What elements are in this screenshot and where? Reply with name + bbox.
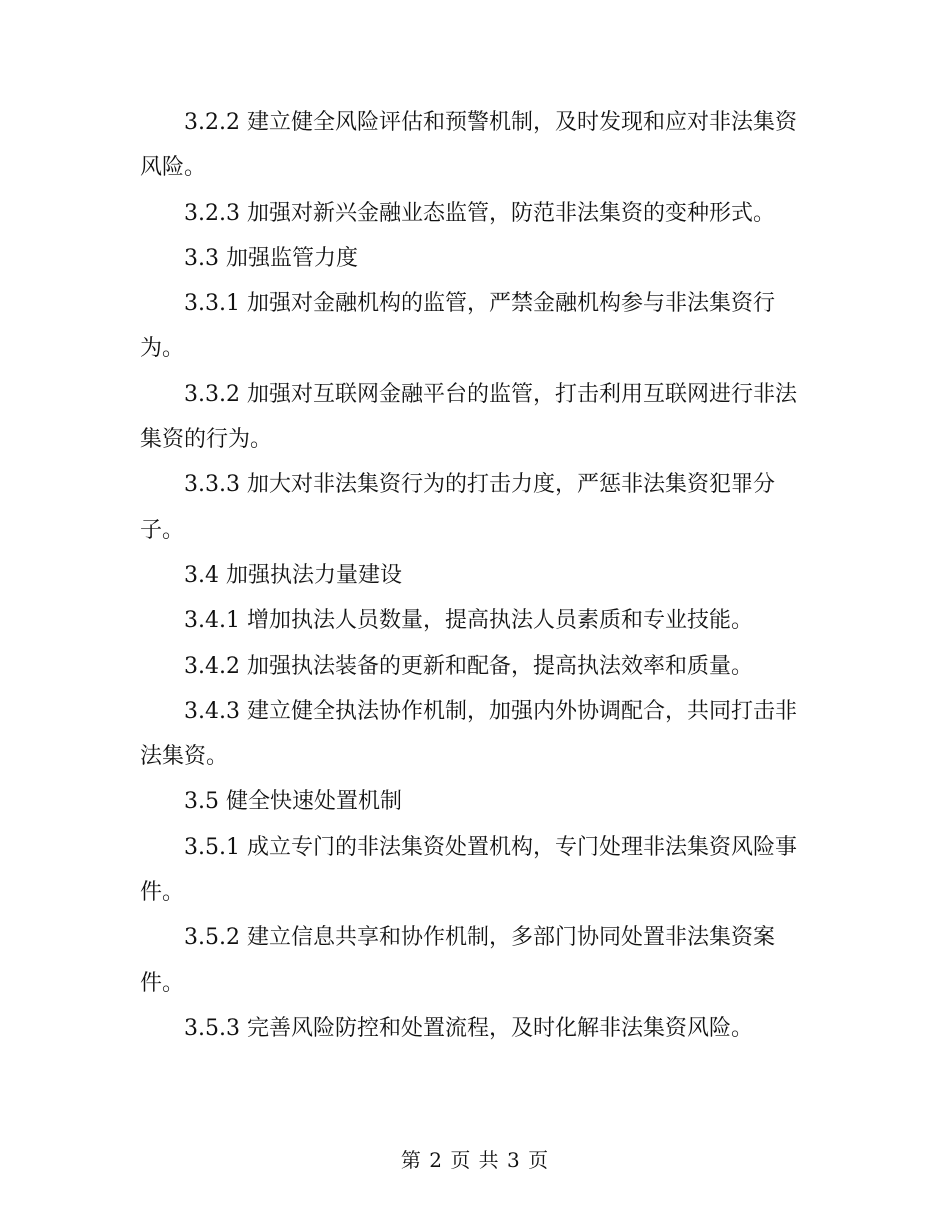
paragraph-3-4-3: 3.4.3 建立健全执法协作机制，加强内外协调配合，共同打击非法集资。	[140, 698, 797, 770]
paragraph-3-3-3: 3.3.3 加大对非法集资行为的打击力度，严惩非法集资犯罪分子。	[140, 472, 775, 543]
paragraph-3-5-2: 3.5.2 建立信息共享和协作机制，多部门协同处置非法集资案件。	[140, 925, 775, 996]
paragraph-3-3-2: 3.3.2 加强对互联网金融平台的监管，打击利用互联网进行非法集资的行为。	[140, 381, 797, 453]
paragraph-3-5-3: 3.5.3 完善风险防控和处置流程，及时化解非法集资风险。	[184, 1015, 753, 1041]
document-body	[140, 100, 800, 1051]
paragraph-3-5-1: 3.5.1 成立专门的非法集资处置机构，专门处理非法集资风险事件。	[140, 834, 797, 906]
paragraph-3-3-1: 3.3.1 加强对金融机构的监管，严禁金融机构参与非法集资行为。	[140, 291, 775, 362]
section-heading-3-5: 3.5 健全快速处置机制	[184, 789, 402, 815]
paragraph-3-4-2: 3.4.2 加强执法装备的更新和配备，提高执法效率和质量。	[184, 653, 753, 679]
page-number-footer: 第 2 页 共 3 页	[400, 1148, 550, 1172]
paragraph-3-2-2: 3.2.2 建立健全风险评估和预警机制，及时发现和应对非法集资风险。	[140, 110, 797, 181]
paragraph-3-2-3: 3.2.3 加强对新兴金融业态监管，防范非法集资的变种形式。	[184, 200, 775, 226]
section-heading-3-4: 3.4 加强执法力量建设	[184, 562, 402, 588]
paragraph-3-4-1: 3.4.1 增加执法人员数量，提高执法人员素质和专业技能。	[184, 608, 753, 634]
section-heading-3-3: 3.3 加强监管力度	[184, 245, 358, 271]
